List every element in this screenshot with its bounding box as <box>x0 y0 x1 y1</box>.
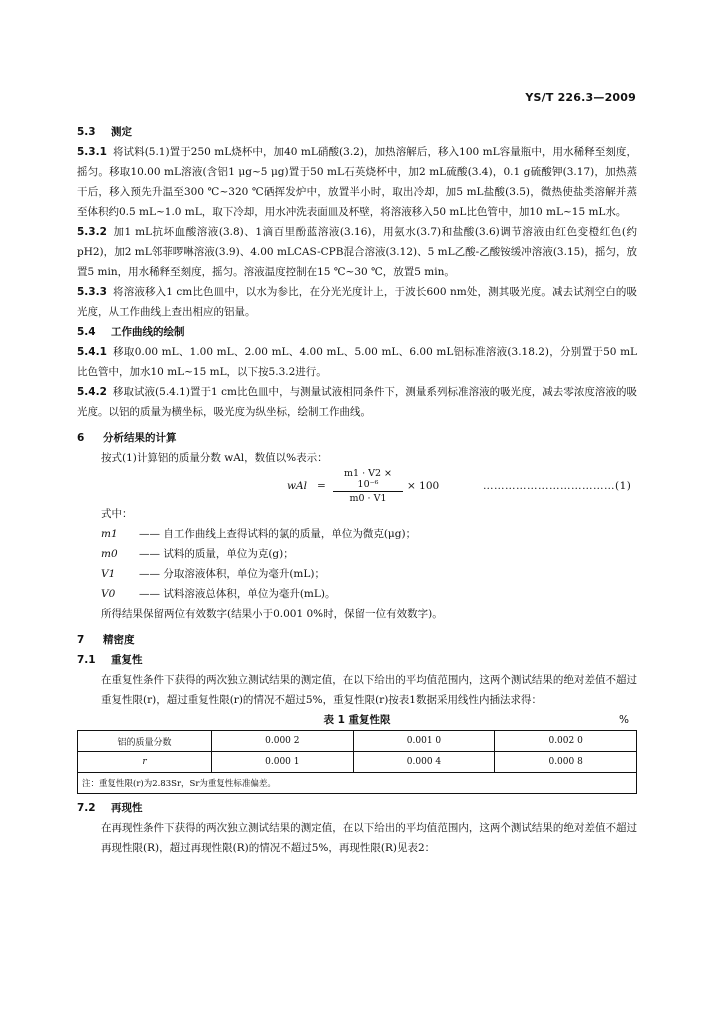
table-cell: r <box>78 752 212 773</box>
clause-5-3-2: 5.3.2 加1 mL抗坏血酸溶液(3.8)、1滴百里酚蓝溶液(3.16)，用氨水(3.7)和盐酸(3.6)调节溶液由红色变橙红色(约pH2)，加2 mL邻菲啰啉溶液(3.9)、4.00 mLCAS-CPB混合溶液(3.12)、5 mL乙酸-乙酸铵缓冲溶液(3.15)，摇匀，放置5 min，用水稀释至刻度，摇匀。溶液温度控制在15 ℃~30 ℃，放置5 min。 <box>77 226 637 278</box>
table-1-caption: 表 1 重复性限 % <box>77 710 637 730</box>
table-row <box>78 731 637 752</box>
variable-m1: m1 —— 自工作曲线上查得试料的氯的质量，单位为微克(μg)； <box>101 528 417 540</box>
formula-equals: = <box>317 480 326 492</box>
formula-number: ………………………………(1) <box>483 480 632 492</box>
clause-5-3-1: 5.3.1 将试料(5.1)置于250 mL烧杯中，加40 mL硝酸(3.2)，加热溶解后，移入100 mL容量瓶中，用水稀释至刻度，摇匀。移取10.00 mL溶液(含铝1 μg~5 μg)置于50 mL石英烧杯中，加2 mL硫酸(3.4)，0.1 g硫酸钾(3.17)，加热蒸干后，移入预先升温至300 ℃~320 ℃硒挥发炉中，放置半小时，取出冷却，加5 mL盐酸(3.5)，微热使盐类溶解并蒸至体积约0.5 mL~1.0 mL，取下冷却，用水冲洗表面皿及杯壁，将溶液移入50 mL比色管中，加10 mL~15 mL水。 <box>77 146 637 218</box>
clause-5-4-1: 5.4.1 移取0.00 mL、1.00 mL、2.00 mL、4.00 mL、5.00 mL、6.00 mL铝标准溶液(3.18.2)，分别置于50 mL比色管中，加水10 mL~15 mL，以下按5.3.2进行。 <box>77 346 637 378</box>
table-cell: 0.000 1 <box>212 752 354 773</box>
table-note: 注：重复性限(r)为2.83Sr，Sr为重复性标准偏差。 <box>78 773 637 794</box>
table-cell: 铝的质量分数 <box>78 731 212 752</box>
formula-numerator: m1 · V2 × 10⁻⁶ <box>333 468 403 492</box>
repeatability-paragraph: 在重复性条件下获得的两次独立测试结果的测定值，在以下给出的平均值范围内，这两个测试结果的绝对差值不超过重复性限(r)，超过重复性限(r)的情况不超过5%，重复性限(r)按表1数据采用线性内插法求得： <box>101 674 637 706</box>
table-row <box>78 773 637 794</box>
document-body <box>77 122 637 858</box>
table-row <box>78 752 637 773</box>
table-cell: 0.000 8 <box>495 752 637 773</box>
section-7-1-heading: 7.1 重复性 <box>77 654 143 666</box>
table-cell: 0.002 0 <box>495 731 637 752</box>
where-label: 式中： <box>101 508 133 520</box>
variable-v0: V0 —— 试料溶液总体积，单位为毫升(mL)。 <box>101 588 336 600</box>
clause-5-3-3: 5.3.3 将溶液移入1 cm比色皿中，以水为参比，在分光光度计上，于波长600 nm处，测其吸光度。减去试剂空白的吸光度，从工作曲线上查出相应的铝量。 <box>77 286 637 318</box>
repeatability-table <box>77 730 637 794</box>
formula-fraction <box>333 468 403 504</box>
table-unit: % <box>619 714 629 726</box>
section-5-4-heading: 5.4 工作曲线的绘制 <box>77 326 185 338</box>
standard-code: YS/T 226.3—2009 <box>525 91 636 104</box>
formula-denominator: m0 · V1 <box>349 493 387 504</box>
formula-lhs: wAl <box>287 480 307 492</box>
section-7-heading: 7 精密度 <box>77 634 135 646</box>
section-7-2-heading: 7.2 再现性 <box>77 802 143 814</box>
formula-1 <box>77 468 637 504</box>
table-cell: 0.000 4 <box>353 752 495 773</box>
clause-5-4-2: 5.4.2 移取试液(5.4.1)置于1 cm比色皿中，与测量试液相同条件下，测量系列标准溶液的吸光度，减去零浓度溶液的吸光度。以铝的质量为横坐标，吸光度为纵坐标，绘制工作曲线。 <box>77 386 637 418</box>
section-6-heading: 6 分析结果的计算 <box>77 432 177 444</box>
section-5-3-heading: 5.3 测定 <box>77 126 132 138</box>
formula-multiplier: × 100 <box>407 480 440 492</box>
table-cell: 0.000 2 <box>212 731 354 752</box>
variable-v1: V1 —— 分取溶液体积，单位为毫升(mL)； <box>101 568 325 580</box>
reproducibility-paragraph: 在再现性条件下获得的两次独立测试结果的测定值，在以下给出的平均值范围内，这两个测试结果的绝对差值不超过再现性限(R)，超过再现性限(R)的情况不超过5%，再现性限(R)见表2： <box>101 822 637 854</box>
variable-m0: m0 —— 试料的质量，单位为克(g)； <box>101 548 294 560</box>
formula-intro: 按式(1)计算铝的质量分数 wAl，数值以%表示： <box>101 452 328 464</box>
significant-digits-note: 所得结果保留两位有效数字(结果小于0.001 0%时，保留一位有效数字)。 <box>101 608 443 620</box>
table-cell: 0.001 0 <box>353 731 495 752</box>
